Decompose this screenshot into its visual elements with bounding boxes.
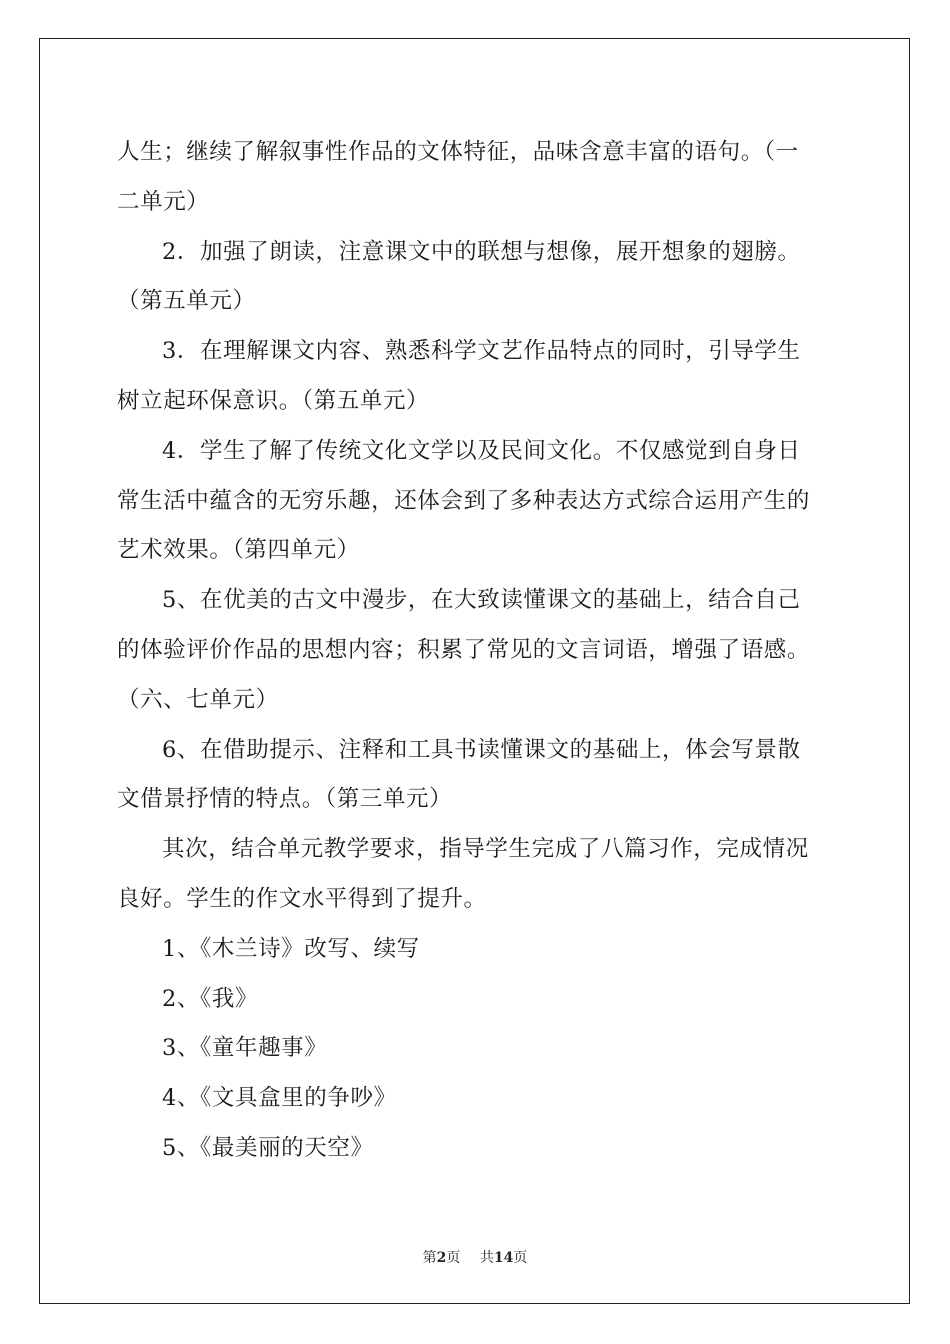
text-line: 3．在理解课文内容、熟悉科学文艺作品特点的同时，引导学生 — [162, 338, 801, 365]
document-body — [117, 128, 837, 1174]
text-line: 6、在借助提示、注释和工具书读懂课文的基础上，体会写景散 — [162, 736, 801, 763]
text-line: 艺术效果。（第四单元） — [117, 537, 360, 564]
page-prefix: 第 — [422, 1250, 437, 1266]
text-line: （六、七单元） — [117, 686, 279, 713]
page-footer — [0, 1247, 950, 1267]
total-pages: 14 — [493, 1250, 514, 1266]
text-line: 常生活中蕴含的无穷乐趣，还体会到了多种表达方式综合运用产生的 — [117, 487, 811, 514]
text-line: 5、《最美丽的天空》 — [162, 1134, 374, 1161]
text-line: 二单元） — [117, 188, 210, 215]
text-line: 的体验评价作品的思想内容；积累了常见的文言词语，增强了语感。 — [117, 636, 811, 663]
total-indicator — [480, 1250, 527, 1266]
text-line: 人生；继续了解叙事性作品的文体特征，品味含意丰富的语句。（一 — [117, 139, 799, 165]
text-line: 4、《文具盒里的争吵》 — [162, 1085, 397, 1112]
page-number: 2 — [436, 1250, 447, 1266]
text-line: 1、《木兰诗》改写、续写 — [162, 935, 420, 962]
text-line: 其次，结合单元教学要求，指导学生完成了八篇习作，完成情况 — [162, 836, 809, 863]
total-prefix: 共 — [479, 1250, 494, 1266]
text-line: 3、《童年趣事》 — [162, 1035, 328, 1062]
text-line: 树立起环保意识。（第五单元） — [117, 387, 430, 414]
total-suffix: 页 — [513, 1250, 528, 1266]
text-line: 良好。学生的作文水平得到了提升。 — [117, 885, 487, 912]
page-indicator — [423, 1250, 461, 1266]
text-line: 文借景抒情的特点。（第三单元） — [117, 786, 453, 813]
text-line: 2．加强了朗读，注意课文中的联想与想像，展开想象的翅膀。 — [162, 238, 801, 265]
text-line: 5、在优美的古文中漫步，在大致读懂课文的基础上，结合自己 — [162, 587, 801, 614]
text-line: （第五单元） — [117, 288, 256, 315]
page-suffix: 页 — [446, 1250, 461, 1266]
text-line: 2、《我》 — [162, 985, 259, 1012]
text-line: 4．学生了解了传统文化文学以及民间文化。不仅感觉到自身日 — [162, 437, 801, 464]
